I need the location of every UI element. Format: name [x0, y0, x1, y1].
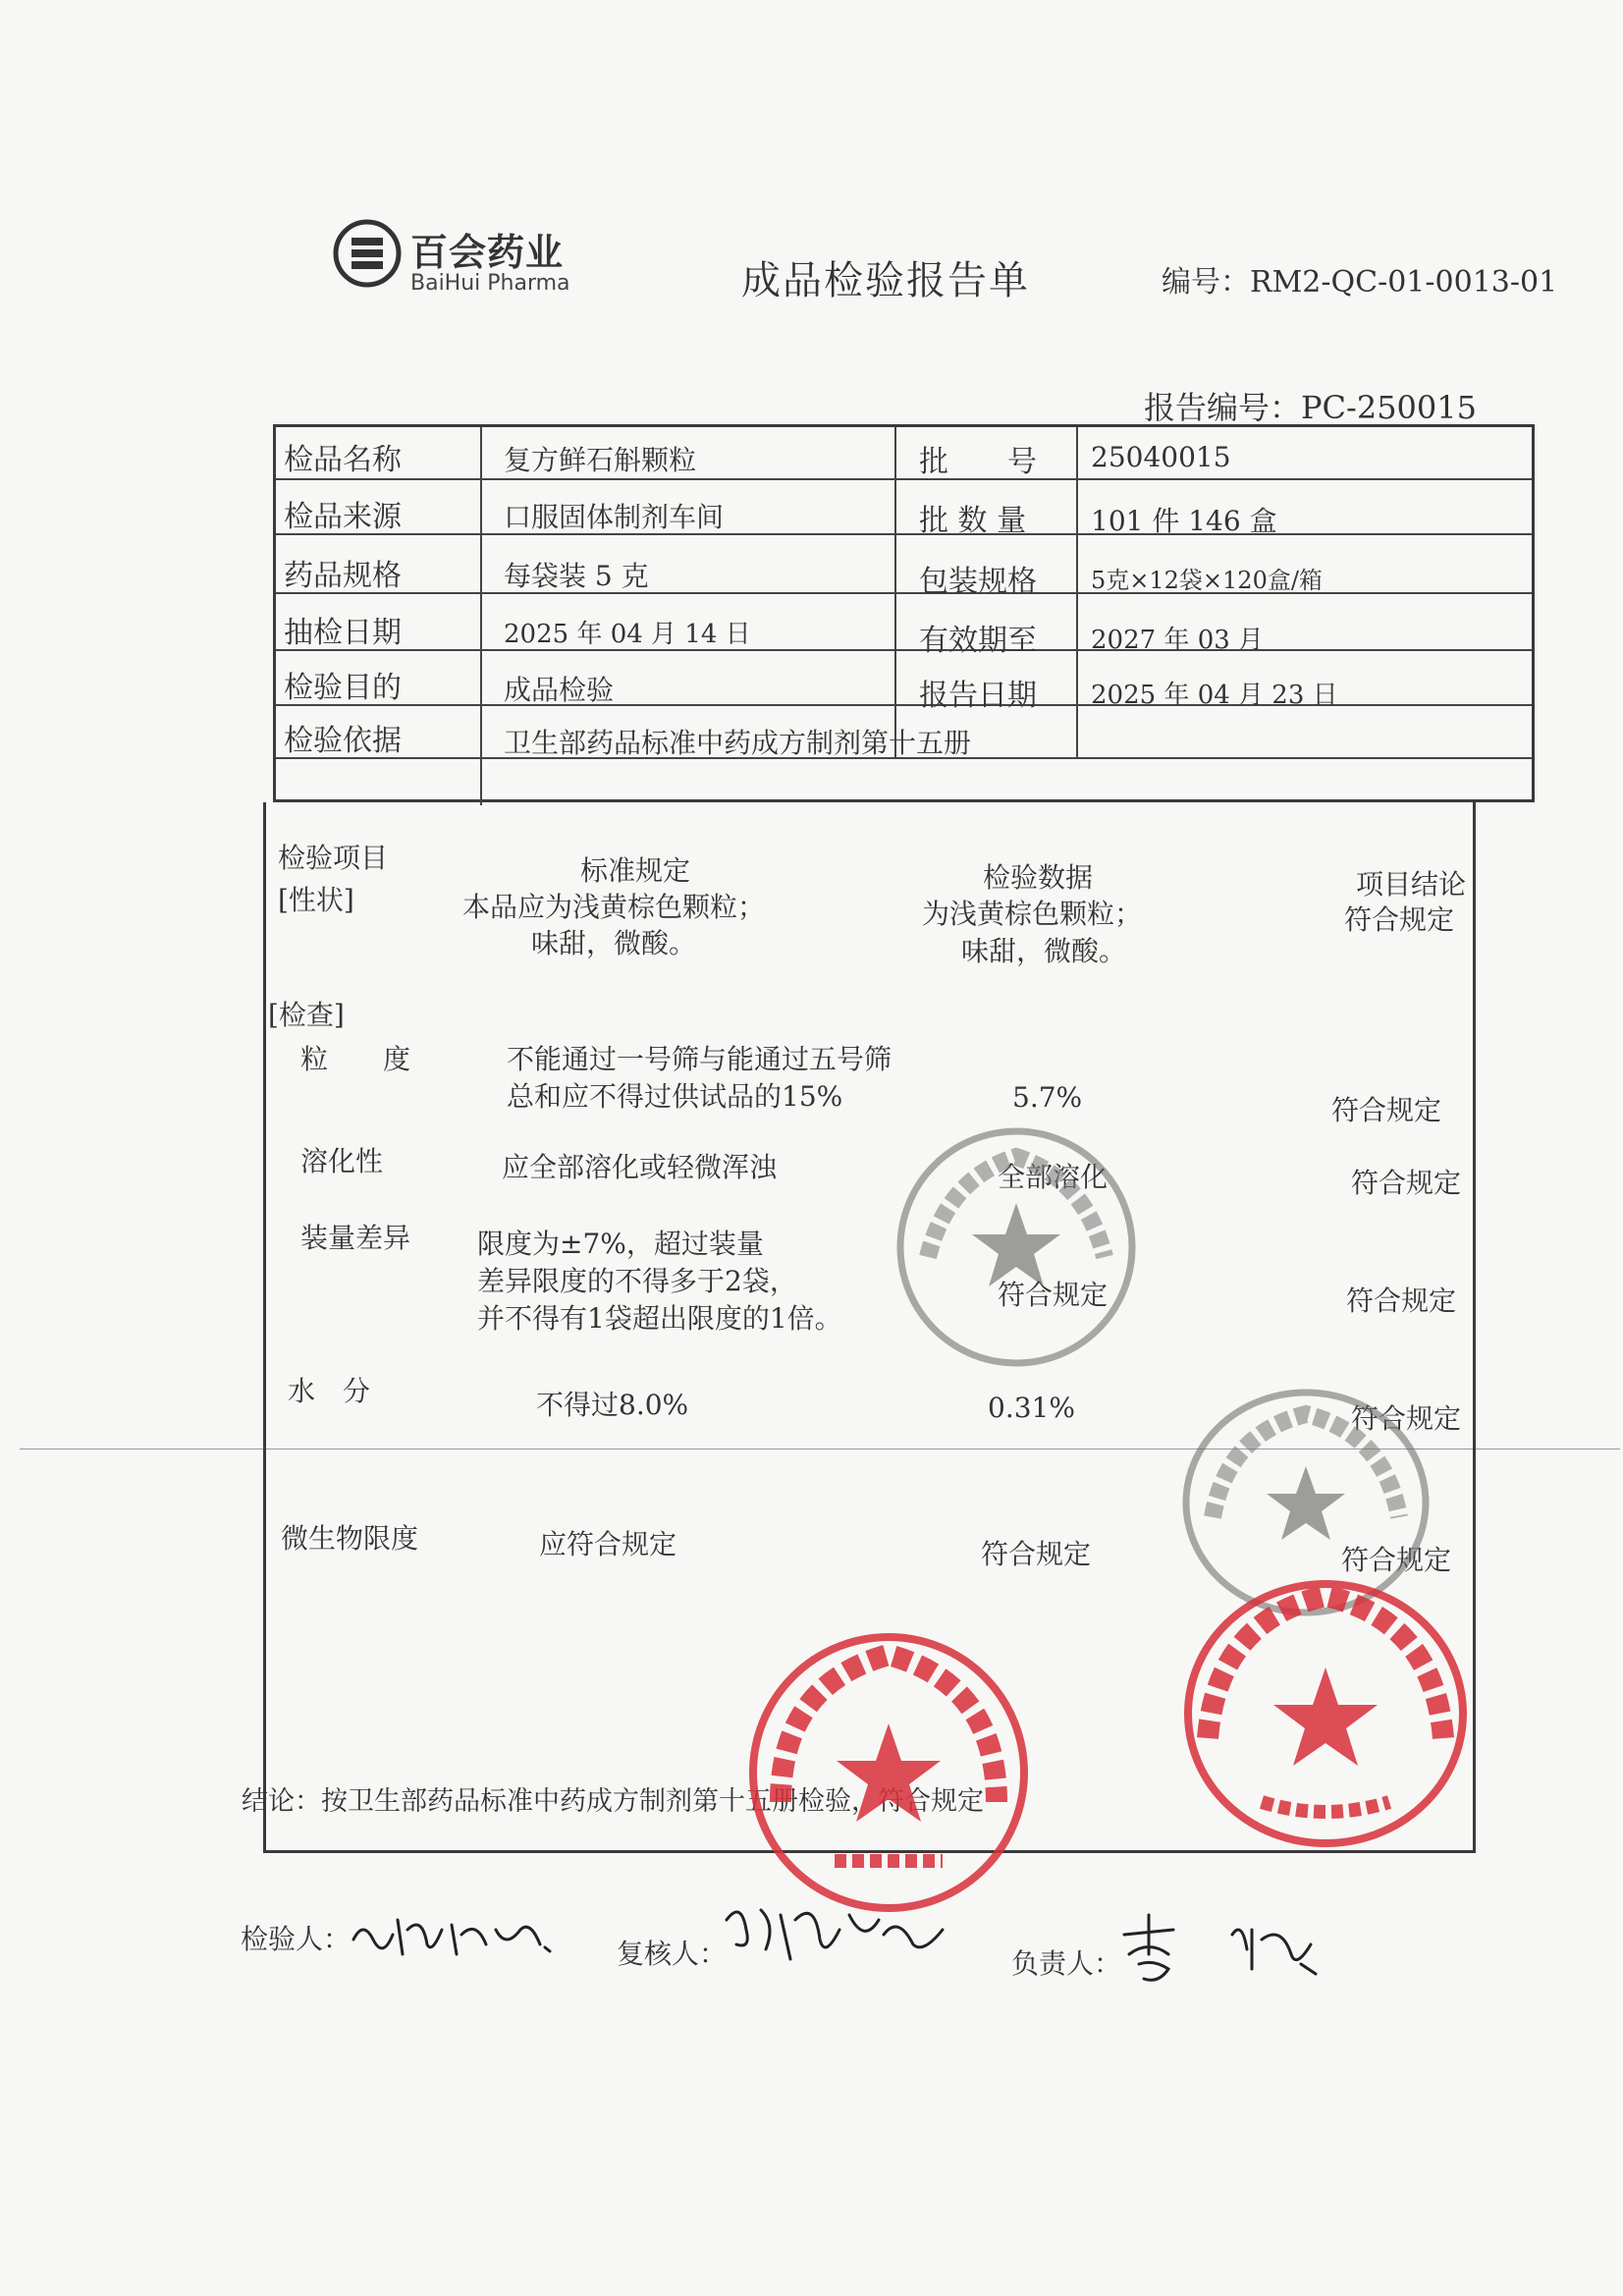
conclusion: 结论：按卫生部药品标准中药成方制剂第十五册检验，符合规定 — [242, 1786, 984, 1817]
inspector-signature — [349, 1900, 565, 1969]
value-report-date: 2025 年 04 月 23 日 — [1091, 681, 1338, 710]
value-sample-name: 复方鲜石斛颗粒 — [504, 444, 697, 476]
value-basis: 卫生部药品标准中药成方制剂第十五册 — [504, 727, 972, 759]
label-sample-name: 检品名称 — [284, 443, 402, 477]
solubility-standard: 应全部溶化或轻微浑浊 — [502, 1151, 778, 1183]
granularity-standard: 不能通过一号筛与能通过五号筛 — [507, 1043, 893, 1075]
report-number: 报告编号：PC-250015 — [1144, 389, 1477, 426]
logo-icon — [332, 218, 403, 289]
micro-data: 符合规定 — [981, 1538, 1092, 1570]
document-title: 成品检验报告单 — [741, 258, 1030, 303]
granularity-data: 5.7% — [1012, 1081, 1083, 1114]
value-batch-no: 25040015 — [1091, 441, 1231, 473]
granularity-result: 符合规定 — [1331, 1094, 1442, 1126]
label-expiry: 有效期至 — [919, 624, 1037, 658]
character-result: 符合规定 — [1344, 903, 1455, 936]
value-spec: 每袋装 5 克 — [504, 560, 649, 592]
logo-cn: 百会药业 — [410, 231, 565, 274]
reviewer-label: 复核人： — [617, 1938, 728, 1970]
inspector-label: 检验人： — [241, 1923, 352, 1955]
col-data: 检验数据 — [983, 861, 1094, 894]
character-data: 为浅黄棕色颗粒； — [922, 898, 1143, 930]
fill-name: 装量差异 — [300, 1222, 411, 1254]
label-batch-qty: 批 数 量 — [919, 504, 1027, 538]
solubility-result: 符合规定 — [1351, 1167, 1462, 1199]
fill-standard-2: 差异限度的不得多于2袋， — [477, 1265, 797, 1297]
label-sampling-date: 抽检日期 — [284, 616, 402, 650]
document-code: 编号：RM2-QC-01-0013-01 — [1162, 265, 1558, 300]
quality-seal-red-right — [1178, 1571, 1473, 1856]
info-table — [273, 424, 1535, 802]
company-seal-gray — [889, 1120, 1144, 1375]
micro-name: 微生物限度 — [281, 1522, 419, 1555]
company-logo — [332, 218, 587, 302]
label-report-date: 报告日期 — [919, 679, 1037, 713]
granularity-name: 粒 度 — [300, 1043, 411, 1075]
col-item: 检验项目 — [278, 842, 389, 874]
logo-en: BaiHui Pharma — [410, 271, 570, 296]
label-batch-no: 批 号 — [919, 445, 1037, 479]
value-batch-qty: 101 件 146 盒 — [1091, 505, 1277, 537]
label-source: 检品来源 — [284, 500, 402, 534]
label-purpose: 检验目的 — [284, 671, 402, 705]
quality-seal-red-left — [741, 1625, 1036, 1920]
value-source: 口服固体制剂车间 — [504, 501, 725, 533]
fill-standard: 限度为±7%，超过装量 — [477, 1228, 764, 1260]
section-check: [检查] — [268, 999, 345, 1031]
value-expiry: 2027 年 03 月 — [1091, 626, 1265, 655]
water-standard: 不得过8.0% — [536, 1389, 689, 1421]
value-package: 5克×12袋×120盒/箱 — [1091, 567, 1323, 594]
character-standard: 本品应为浅黄棕色颗粒； — [462, 891, 766, 923]
col-conclusion: 项目结论 — [1356, 868, 1467, 901]
responsible-label: 负责人： — [1011, 1947, 1122, 1980]
section-character: [性状] — [278, 884, 354, 916]
fill-data: 符合规定 — [998, 1279, 1109, 1311]
value-purpose: 成品检验 — [504, 674, 615, 706]
label-spec: 药品规格 — [284, 559, 402, 593]
micro-result: 符合规定 — [1341, 1544, 1452, 1576]
micro-standard: 应符合规定 — [539, 1528, 677, 1560]
value-sampling-date: 2025 年 04 月 14 日 — [504, 620, 751, 649]
character-standard-2: 味甜，微酸。 — [531, 927, 697, 959]
water-name: 水 分 — [288, 1375, 371, 1407]
responsible-signature — [1114, 1910, 1340, 1989]
solubility-data: 全部溶化 — [998, 1161, 1109, 1193]
col-standard: 标准规定 — [580, 854, 691, 887]
solubility-name: 溶化性 — [300, 1145, 384, 1177]
water-result: 符合规定 — [1351, 1402, 1462, 1435]
fill-standard-3: 并不得有1袋超出限度的1倍。 — [477, 1302, 842, 1335]
granularity-standard-2: 总和应不得过供试品的15% — [507, 1080, 843, 1113]
water-data: 0.31% — [988, 1392, 1075, 1424]
character-data-2: 味甜，微酸。 — [961, 935, 1127, 967]
label-package: 包装规格 — [919, 565, 1037, 599]
label-basis: 检验依据 — [284, 724, 402, 758]
fill-result: 符合规定 — [1346, 1285, 1457, 1317]
